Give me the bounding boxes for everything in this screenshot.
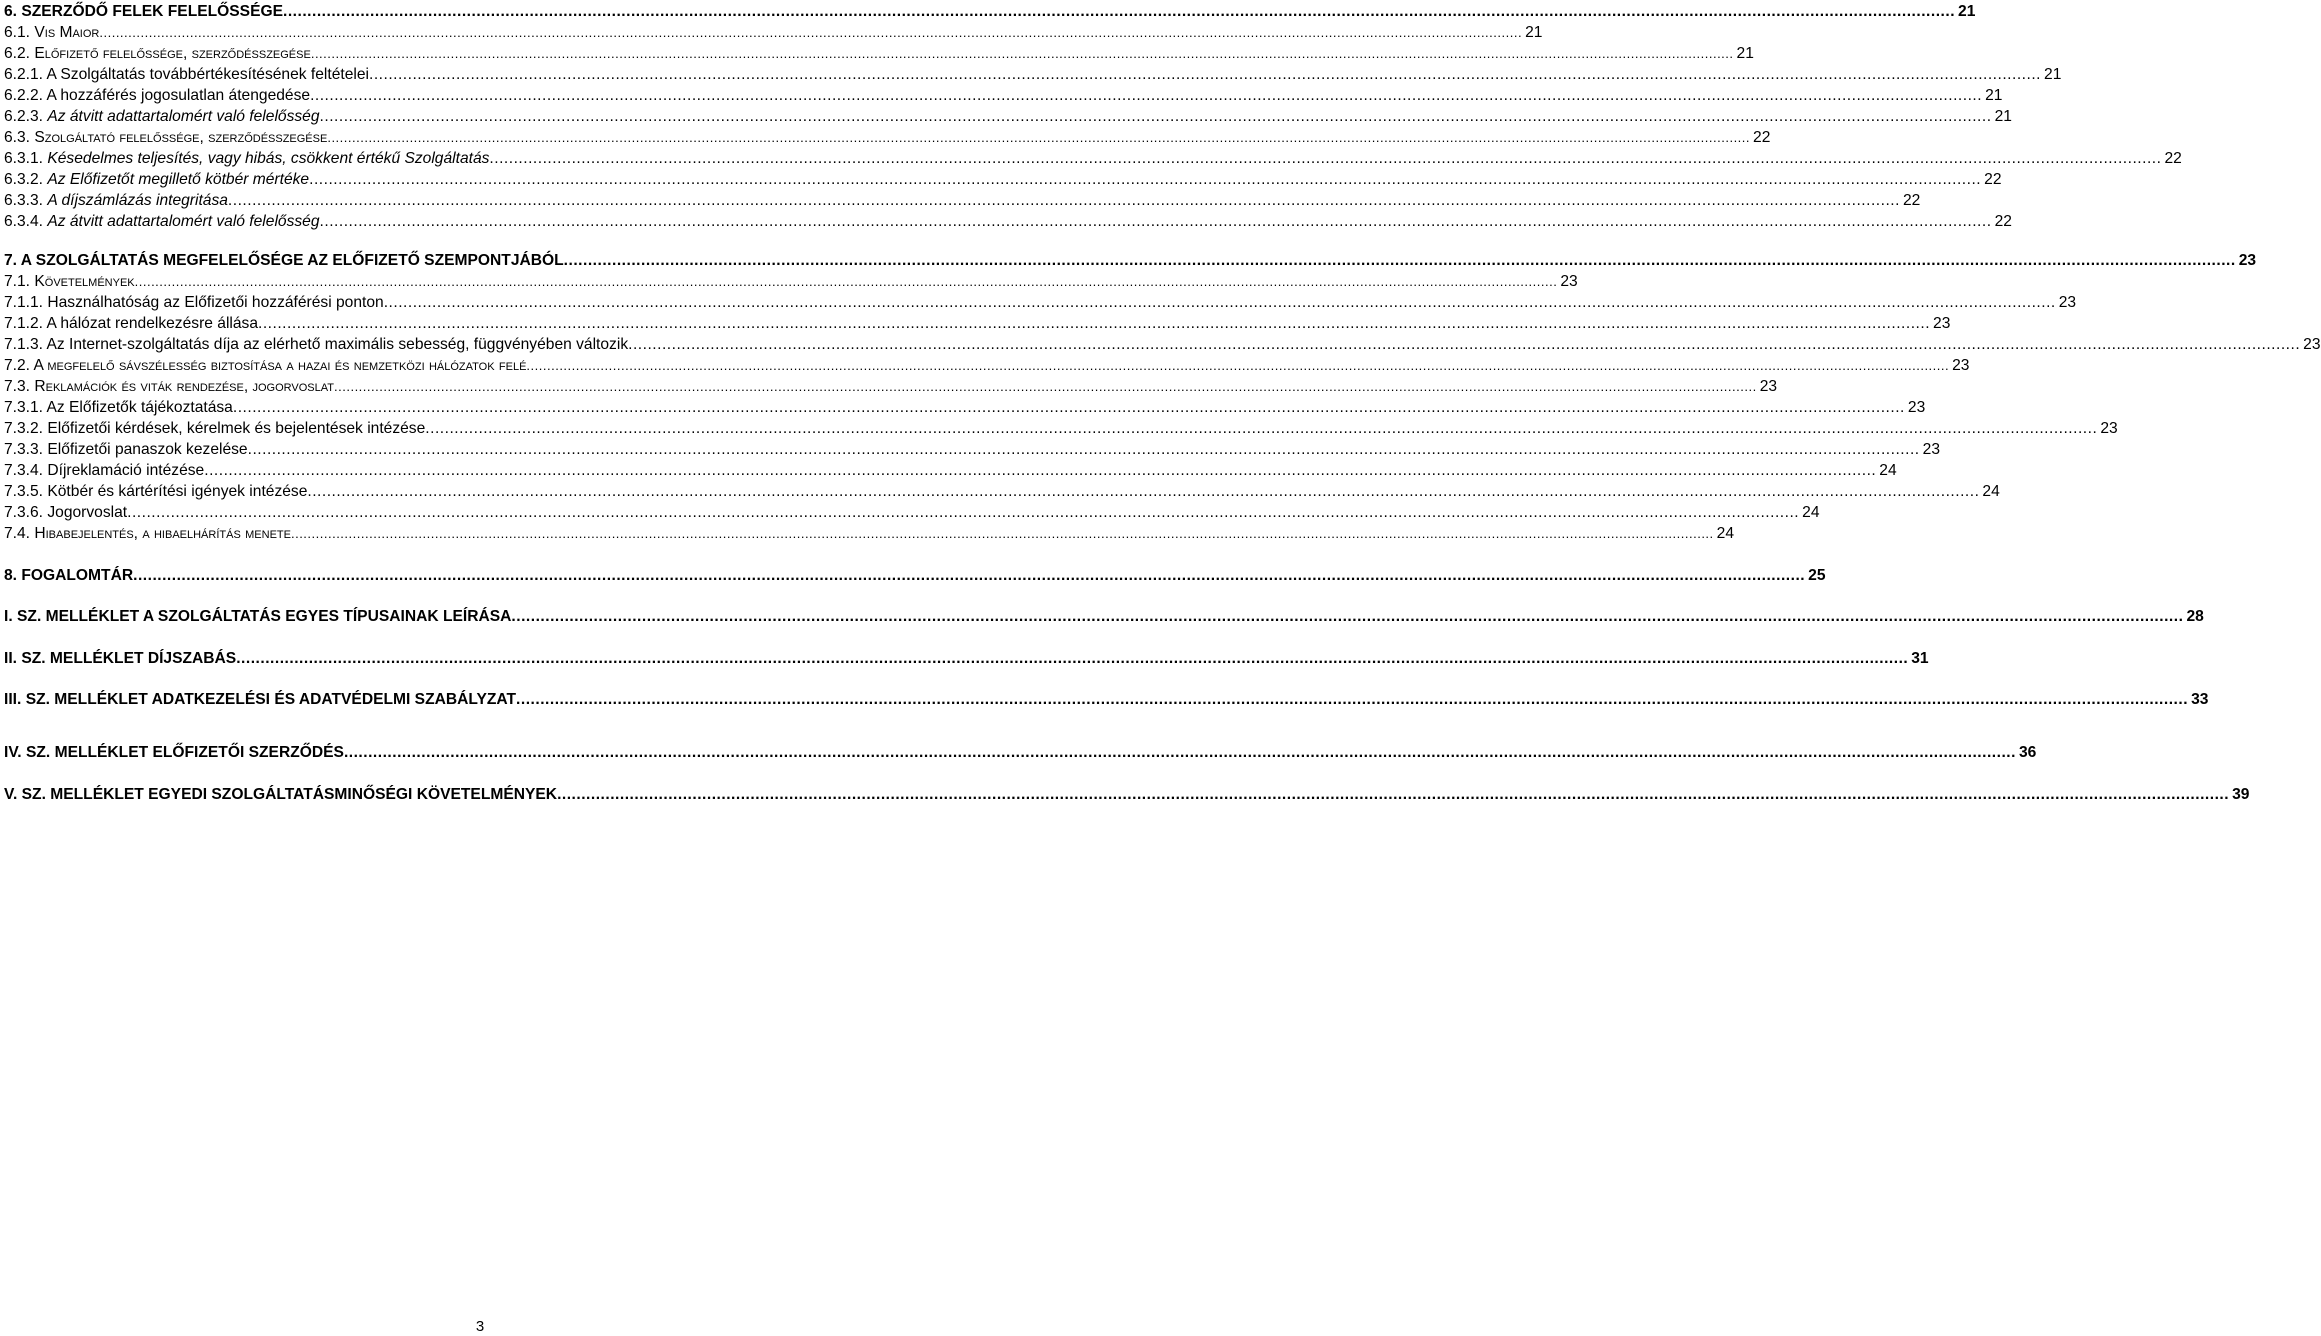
toc-page-number: 23 (1933, 315, 1951, 332)
toc-page-number: 22 (1902, 192, 1921, 209)
dot-leader (258, 314, 1930, 334)
toc-title: Reklamációk és viták rendezése, jogorvoslat (34, 378, 335, 395)
toc-title: A hozzáférés jogosulatlan átengedése (46, 87, 311, 104)
toc-entry[interactable] (4, 461, 1897, 481)
toc-number: 7.3.1. (4, 399, 44, 416)
dot-leader (334, 377, 1757, 397)
toc-title: SZ. MELLÉKLET A SZOLGÁLTATÁS EGYES TÍPUSAINAK LEÍRÁSA (17, 608, 512, 625)
toc-title: SZ. MELLÉKLET DÍJSZABÁS (21, 650, 237, 667)
toc-title: FOGALOMTÁR (21, 567, 134, 584)
toc-entry[interactable] (4, 785, 2249, 805)
toc-title: Előfizető felelőssége, szerződésszegése (34, 45, 311, 62)
toc-title: Követelmények (34, 273, 135, 290)
toc-entry[interactable] (4, 314, 1950, 334)
toc-page-number: 21 (1994, 108, 2012, 125)
toc-entry[interactable] (4, 690, 2208, 710)
toc-title: Az Előfizetők tájékoztatása (46, 399, 233, 416)
dot-leader (327, 128, 1750, 148)
toc-number: 6.2.3. (4, 108, 44, 125)
toc-page-number: 23 (1952, 357, 1970, 374)
toc-entry[interactable] (4, 65, 2061, 85)
toc-number: 7.1.3. (4, 336, 44, 353)
toc-title: SZ. MELLÉKLET EGYEDI SZOLGÁLTATÁSMINŐSÉGI KÖVETELMÉNYEK (21, 786, 558, 803)
toc-entry[interactable] (4, 419, 2118, 439)
toc-title: A SZOLGÁLTATÁS MEGFELELŐSÉGE AZ ELŐFIZETŐ SZEMPONTJÁBÓL (20, 252, 564, 269)
toc-number: I. (4, 608, 13, 625)
toc-number: 7.3.6. (4, 504, 44, 521)
toc-title: A megfelelő sávszélesség biztosítása a hazai és nemzetközi hálózatok felé (33, 357, 527, 374)
dot-leader (127, 503, 1799, 523)
toc-number: 7.1.1. (4, 294, 44, 311)
toc-entry[interactable] (4, 272, 1578, 292)
dot-leader (310, 86, 1982, 106)
dot-leader (384, 293, 2056, 313)
toc-page-number: 22 (1984, 171, 2002, 188)
dot-leader (526, 356, 1949, 376)
dot-leader (309, 170, 1981, 190)
toc-entry[interactable] (4, 743, 2036, 763)
dot-leader (283, 2, 1955, 22)
toc-number: 6.3.1. (4, 150, 44, 167)
dot-leader (248, 440, 1920, 460)
toc-page-number: 21 (1525, 24, 1543, 41)
dot-leader (489, 149, 2161, 169)
toc-page-number: 24 (1716, 525, 1735, 542)
toc-entry[interactable] (4, 482, 2000, 502)
dot-leader (511, 607, 2183, 627)
toc-entry[interactable] (4, 377, 1777, 397)
toc-page-number: 22 (2164, 150, 2182, 167)
toc-title: Szolgáltató felelőssége, szerződésszegése (34, 129, 328, 146)
toc-number: V. (4, 786, 18, 803)
toc-title: Az Előfizetőt megillető kötbér mértéke (47, 171, 310, 188)
toc-title: Az átvitt adattartalomért való felelősség (47, 108, 320, 125)
dot-leader (628, 335, 2300, 355)
toc-title: Az átvitt adattartalomért való felelősség (47, 213, 320, 230)
toc-page-number: 23 (1560, 273, 1578, 290)
toc-page-number: 31 (1911, 650, 1929, 667)
toc-page-number: 23 (2238, 252, 2257, 269)
toc-title: Jogorvoslat (47, 504, 128, 521)
toc-page-number: 25 (1808, 567, 1826, 584)
dot-leader (369, 65, 2041, 85)
toc-number: III. (4, 691, 22, 708)
toc-number: 6.2.1. (4, 66, 44, 83)
toc-page-number: 21 (2044, 66, 2062, 83)
toc-entry[interactable] (4, 503, 1820, 523)
toc-page-number: 23 (2100, 420, 2118, 437)
dot-leader (557, 785, 2229, 805)
toc-number: 6.2.2. (4, 87, 44, 104)
toc-page-number: 21 (1985, 87, 2003, 104)
toc-title: SZERZŐDŐ FELEK FELELŐSSÉGE (21, 3, 284, 20)
toc-entry[interactable] (4, 212, 2012, 232)
toc-page-number: 23 (1922, 441, 1940, 458)
toc-entry[interactable] (4, 2, 1975, 22)
dot-leader (133, 566, 1805, 586)
dot-leader (204, 461, 1876, 481)
toc-page-number: 23 (1759, 378, 1778, 395)
toc-entry[interactable] (4, 356, 1969, 376)
toc-entry[interactable] (4, 23, 1542, 43)
toc-number: II. (4, 650, 17, 667)
dot-leader (564, 251, 2236, 271)
dot-leader (516, 690, 2188, 710)
toc-number: 6.3.4. (4, 213, 44, 230)
toc-title: Díjreklamáció intézése (47, 462, 205, 479)
toc-page-number: 24 (1982, 483, 2000, 500)
toc-number: 7.2. (4, 357, 31, 374)
toc-number: 6.3.2. (4, 171, 44, 188)
toc-number: 7. (4, 252, 18, 269)
dot-leader (135, 272, 1558, 292)
toc-page-number: 22 (1994, 213, 2012, 230)
toc-page-number: 28 (2186, 608, 2204, 625)
toc-page-number: 23 (2058, 294, 2077, 311)
toc-title: Késedelmes teljesítés, vagy hibás, csökkent értékű Szolgáltatás (47, 150, 490, 167)
toc-entry[interactable] (4, 398, 1925, 418)
dot-leader (344, 743, 2016, 763)
toc-page-number: 21 (1736, 45, 1754, 62)
toc-title: A Szolgáltatás továbbértékesítésének feltételei (46, 66, 369, 83)
toc-entry[interactable] (4, 170, 2002, 190)
toc-entry[interactable] (4, 524, 1734, 544)
toc-number: 6.3.3. (4, 192, 44, 209)
toc-title: SZ. MELLÉKLET ADATKEZELÉSI ÉS ADATVÉDELMI SZABÁLYZAT (25, 691, 517, 708)
toc-page-number: 23 (1907, 399, 1926, 416)
page-number: 3 (475, 1318, 485, 1335)
toc-page-number: 36 (2018, 744, 2037, 761)
toc-entry[interactable] (4, 44, 1754, 64)
toc-entry[interactable] (4, 149, 2182, 169)
toc-title: SZ. MELLÉKLET ELŐFIZETŐI SZERZŐDÉS (25, 744, 344, 761)
dot-leader (320, 107, 1992, 127)
toc-entry[interactable] (4, 293, 2076, 313)
toc-number: 7.3.2. (4, 420, 44, 437)
toc-number: 8. (4, 567, 18, 584)
toc-number: 7.1. (4, 273, 31, 290)
toc-title: Előfizetői kérdések, kérelmek és bejelentések intézése (47, 420, 426, 437)
toc-entry[interactable] (4, 128, 1770, 148)
dot-leader (311, 44, 1734, 64)
toc-entry[interactable] (4, 107, 2012, 127)
toc-number: 7.1.2. (4, 315, 44, 332)
toc-page-number: 33 (2191, 691, 2209, 708)
dot-leader (425, 419, 2097, 439)
toc-page-number: 22 (1753, 129, 1771, 146)
toc-entry[interactable] (4, 251, 2256, 271)
toc-entry[interactable] (4, 649, 1929, 669)
toc-number: 7.3.3. (4, 441, 44, 458)
toc-page-number: 23 (2303, 336, 2321, 353)
toc-title: Hibabejelentés, a hibaelhárítás menete (34, 525, 291, 542)
toc-title: Az Internet-szolgáltatás díja az elérhető maximális sebesség, függvényében változik (46, 336, 629, 353)
toc-title: Előfizetői panaszok kezelése (47, 441, 248, 458)
dot-leader (307, 482, 1979, 502)
toc-page-number: 21 (1958, 3, 1976, 20)
dot-leader (228, 191, 1900, 211)
toc-entry[interactable] (4, 191, 1920, 211)
dot-leader (99, 23, 1522, 43)
toc-number: 7.3.5. (4, 483, 44, 500)
toc-title: Vis Maior (34, 24, 100, 41)
toc-entry[interactable] (4, 335, 2321, 355)
toc-page-number: 24 (1802, 504, 1820, 521)
toc-number: 6.1. (4, 24, 31, 41)
dot-leader (233, 398, 1905, 418)
toc-entry[interactable] (4, 86, 2002, 106)
toc-number: 6. (4, 3, 18, 20)
toc-title: Használhatóság az Előfizetői hozzáférési ponton (47, 294, 384, 311)
dot-leader (320, 212, 1992, 232)
toc-number: IV. (4, 744, 22, 761)
toc-title: Kötbér és kártérítési igények intézése (47, 483, 308, 500)
toc-title: A díjszámlázás integritása (47, 192, 228, 209)
dot-leader (291, 524, 1714, 544)
toc-number: 6.2. (4, 45, 31, 62)
toc-title: A hálózat rendelkezésre állása (46, 315, 259, 332)
toc-page-number: 39 (2232, 786, 2250, 803)
dot-leader (236, 649, 1908, 669)
toc-number: 7.3. (4, 378, 31, 395)
toc-entry[interactable] (4, 440, 1940, 460)
toc-entry[interactable] (4, 607, 2204, 627)
toc-page-number: 24 (1879, 462, 1897, 479)
toc-number: 7.4. (4, 525, 31, 542)
toc-number: 6.3. (4, 129, 31, 146)
toc-entry[interactable] (4, 566, 1826, 586)
toc-number: 7.3.4. (4, 462, 44, 479)
